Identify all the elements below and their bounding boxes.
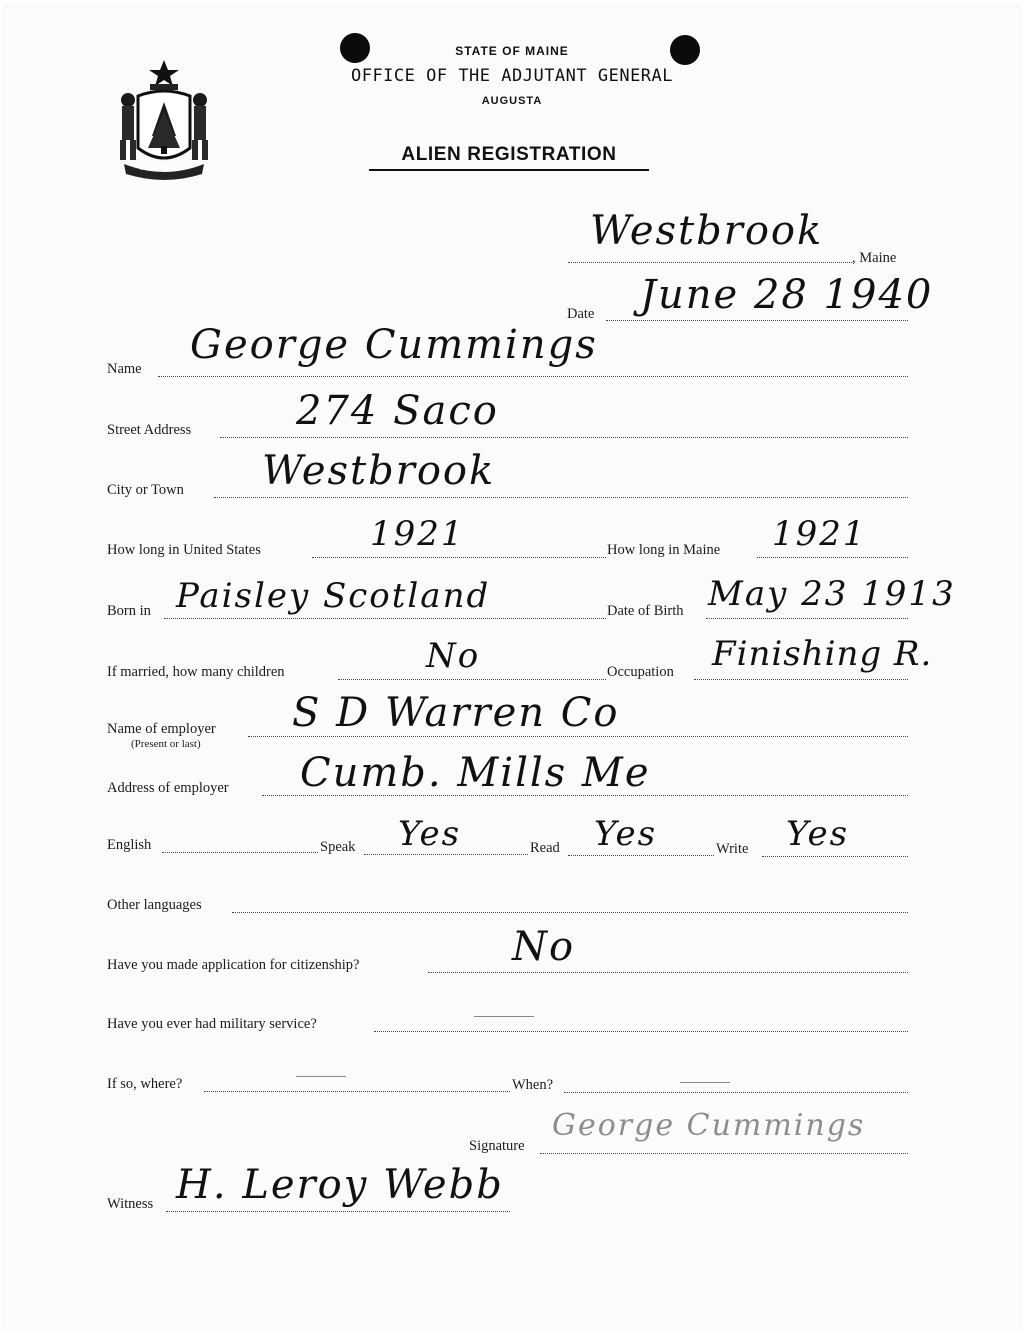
how-long-us-value: 1921 bbox=[370, 514, 465, 554]
english-label: English bbox=[107, 837, 152, 853]
english-line bbox=[162, 852, 318, 853]
write-line bbox=[762, 856, 908, 857]
occupation-label: Occupation bbox=[607, 664, 674, 680]
born-in-label: Born in bbox=[107, 603, 151, 619]
name-value: George Cummings bbox=[190, 322, 598, 368]
date-of-birth-line bbox=[706, 618, 908, 619]
witness-label: Witness bbox=[107, 1196, 154, 1212]
witness-line bbox=[166, 1211, 510, 1212]
if-so-where-line bbox=[204, 1091, 510, 1092]
employer-address-value: Cumb. Mills Me bbox=[300, 750, 651, 796]
children-label: If married, how many children bbox=[107, 664, 285, 680]
citizenship-line bbox=[428, 972, 908, 973]
when-blank-mark bbox=[680, 1082, 730, 1083]
read-line bbox=[568, 855, 714, 856]
street-address-label: Street Address bbox=[107, 422, 192, 438]
other-languages-label: Other languages bbox=[107, 897, 202, 913]
city-label: City or Town bbox=[107, 482, 184, 498]
write-label: Write bbox=[716, 841, 749, 857]
employer-address-label: Address of employer bbox=[107, 780, 229, 796]
read-value: Yes bbox=[594, 814, 658, 854]
form-title: ALIEN REGISTRATION bbox=[369, 144, 649, 171]
occupation-value: Finishing R. bbox=[712, 634, 933, 674]
name-line bbox=[158, 376, 908, 377]
citizenship-value: No bbox=[512, 924, 576, 970]
when-label: When? bbox=[512, 1077, 554, 1093]
when-line bbox=[564, 1092, 908, 1093]
place-line bbox=[568, 262, 852, 263]
where-blank-mark bbox=[296, 1076, 346, 1077]
write-value: Yes bbox=[786, 814, 850, 854]
children-line bbox=[338, 679, 606, 680]
place-suffix: , Maine bbox=[852, 250, 897, 266]
how-long-us-line bbox=[312, 557, 606, 558]
employer-value: S D Warren Co bbox=[292, 690, 620, 736]
city-line bbox=[214, 497, 908, 498]
born-in-value: Paisley Scotland bbox=[176, 576, 491, 616]
read-label: Read bbox=[530, 840, 560, 856]
street-address-value: 274 Saco bbox=[296, 388, 499, 434]
if-so-where-label: If so, where? bbox=[107, 1076, 183, 1092]
city-value: Westbrook bbox=[262, 448, 496, 494]
employer-line bbox=[248, 736, 908, 737]
date-of-birth-value: May 23 1913 bbox=[708, 574, 956, 614]
name-label: Name bbox=[107, 361, 142, 377]
children-value: No bbox=[426, 636, 481, 676]
how-long-maine-value: 1921 bbox=[772, 514, 867, 554]
seal-lettering: MAINE bbox=[140, 162, 174, 172]
signature-label: Signature bbox=[469, 1138, 525, 1154]
military-blank-mark bbox=[474, 1016, 534, 1017]
citizenship-label: Have you made application for citizenship? bbox=[107, 957, 360, 973]
date-value: June 28 1940 bbox=[640, 272, 934, 318]
date-line bbox=[606, 320, 908, 321]
speak-line bbox=[364, 854, 528, 855]
speak-value: Yes bbox=[398, 814, 462, 854]
how-long-maine-line bbox=[757, 557, 908, 558]
military-label: Have you ever had military service? bbox=[107, 1016, 317, 1032]
place-value: Westbrook bbox=[590, 208, 824, 254]
office-heading: OFFICE OF THE ADJUTANT GENERAL bbox=[350, 66, 674, 86]
employer-label: Name of employer bbox=[107, 721, 216, 737]
born-in-line bbox=[164, 618, 606, 619]
speak-label: Speak bbox=[320, 839, 356, 855]
other-languages-line bbox=[232, 912, 908, 913]
date-of-birth-label: Date of Birth bbox=[607, 603, 684, 619]
occupation-line bbox=[694, 679, 908, 680]
date-label: Date bbox=[567, 306, 595, 322]
signature-line bbox=[540, 1153, 908, 1154]
witness-value: H. Leroy Webb bbox=[176, 1162, 504, 1208]
employer-sublabel: (Present or last) bbox=[131, 738, 201, 750]
city-heading: AUGUSTA bbox=[481, 95, 543, 107]
military-line bbox=[374, 1031, 908, 1032]
state-heading: STATE OF MAINE bbox=[455, 44, 569, 58]
street-address-line bbox=[220, 437, 908, 438]
signature-value: George Cummings bbox=[552, 1108, 866, 1143]
how-long-us-label: How long in United States bbox=[107, 542, 261, 558]
how-long-maine-label: How long in Maine bbox=[607, 542, 721, 558]
